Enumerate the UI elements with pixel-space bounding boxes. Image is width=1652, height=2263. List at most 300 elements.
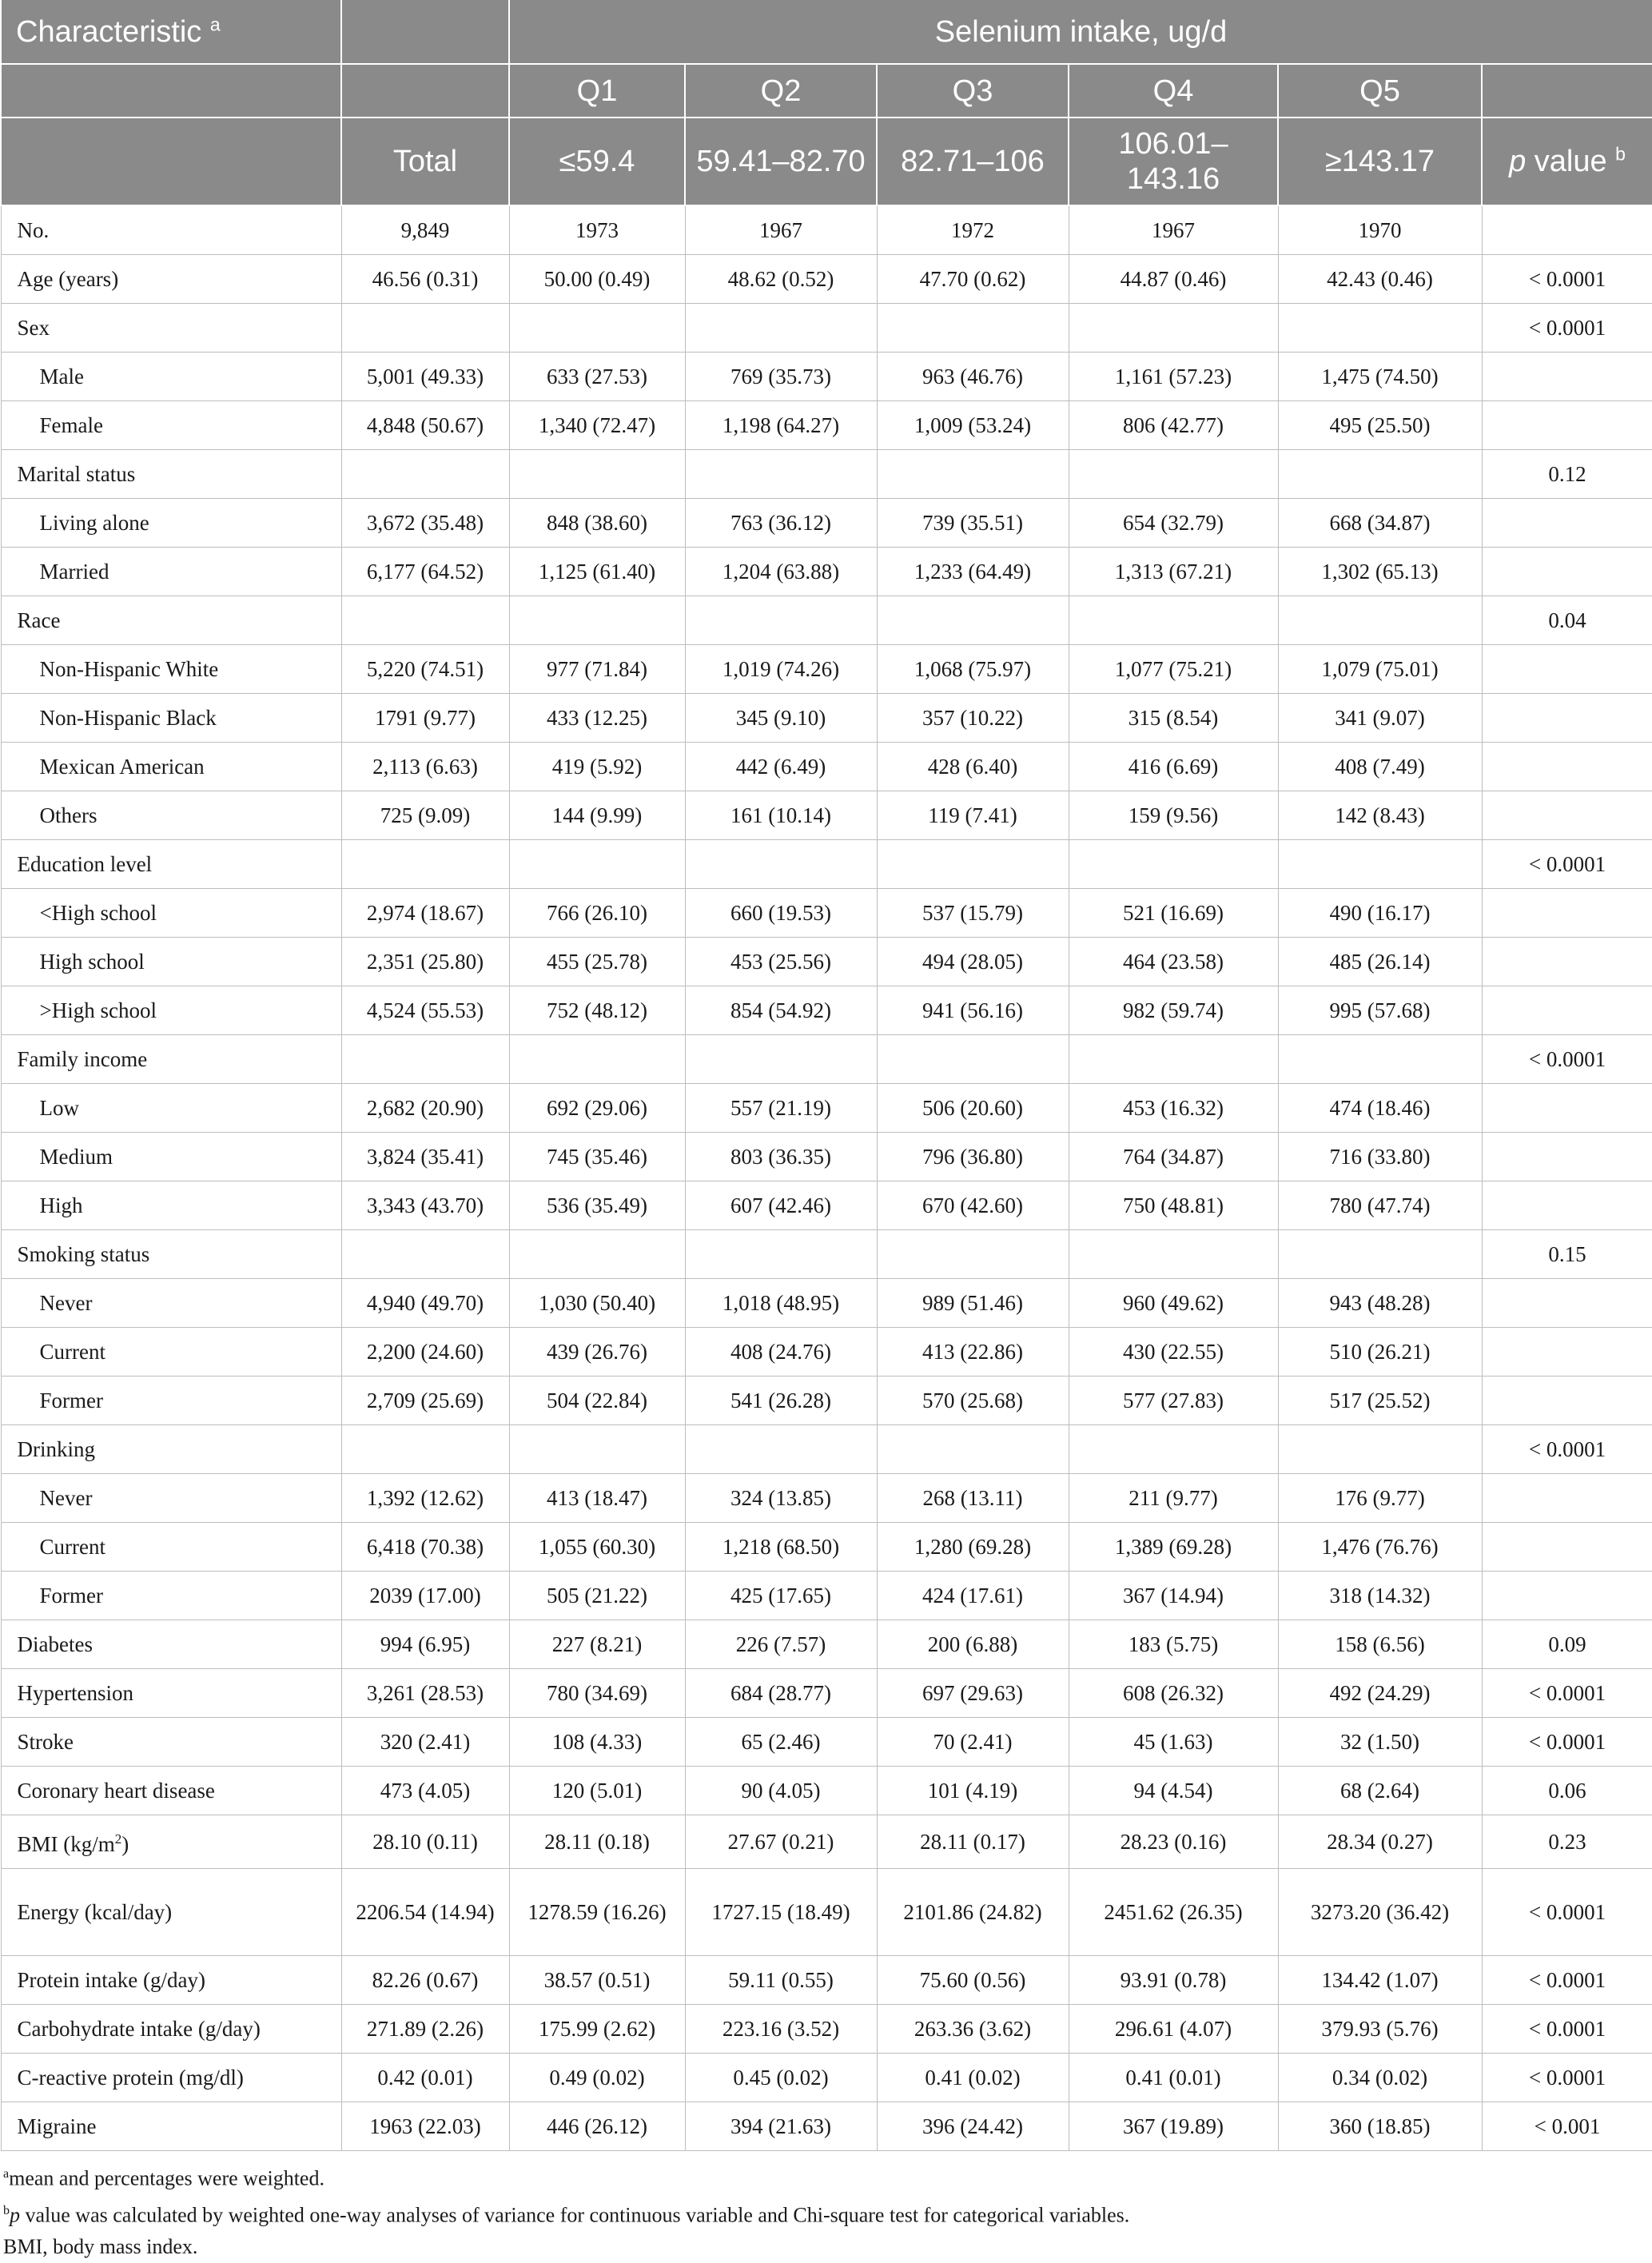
cell-q5: [1278, 450, 1482, 499]
row-label: High school: [1, 938, 341, 986]
cell-q2: 541 (26.28): [685, 1377, 877, 1425]
cell-q5: 716 (33.80): [1278, 1133, 1482, 1181]
cell-q5: 1,476 (76.76): [1278, 1523, 1482, 1572]
table-row: [1, 1328, 1652, 1377]
cell-q4: 654 (32.79): [1069, 499, 1278, 548]
cell-p-value: [1482, 1181, 1652, 1230]
cell-q3: 0.41 (0.02): [877, 2054, 1069, 2102]
quintile-range-q2: 59.41–82.70: [685, 118, 877, 205]
cell-q2: 1,204 (63.88): [685, 548, 877, 596]
cell-q2: [685, 596, 877, 645]
cell-q3: 494 (28.05): [877, 938, 1069, 986]
cell-q5: 780 (47.74): [1278, 1181, 1482, 1230]
cell-q2: [685, 304, 877, 353]
cell-total: 28.10 (0.11): [341, 1815, 509, 1869]
cell-q1: [509, 840, 685, 889]
cell-q4: 577 (27.83): [1069, 1377, 1278, 1425]
cell-q5: 68 (2.64): [1278, 1767, 1482, 1815]
cell-total: 46.56 (0.31): [341, 255, 509, 304]
cell-total: 2,709 (25.69): [341, 1377, 509, 1425]
cell-q2: 161 (10.14): [685, 791, 877, 840]
cell-q3: 1,009 (53.24): [877, 401, 1069, 450]
cell-q4: 1,389 (69.28): [1069, 1523, 1278, 1572]
table-row: [1, 596, 1652, 645]
cell-q3: 506 (20.60): [877, 1084, 1069, 1133]
p-value-header: p value $^b$: [1482, 118, 1652, 205]
cell-q2: 1,218 (68.50): [685, 1523, 877, 1572]
cell-total: 4,524 (55.53): [341, 986, 509, 1035]
cell-p-value: [1482, 1084, 1652, 1133]
cell-q4: 0.41 (0.01): [1069, 2054, 1278, 2102]
cell-p-value: < 0.0001: [1482, 255, 1652, 304]
cell-p-value: 0.04: [1482, 596, 1652, 645]
cell-q2: 1967: [685, 205, 877, 255]
table-row: [1, 694, 1652, 743]
cell-q3: 47.70 (0.62): [877, 255, 1069, 304]
cell-q1: 419 (5.92): [509, 743, 685, 791]
cell-q1: 50.00 (0.49): [509, 255, 685, 304]
cell-p-value: [1482, 401, 1652, 450]
cell-total: [341, 304, 509, 353]
cell-p-value: 0.06: [1482, 1767, 1652, 1815]
cell-q3: 396 (24.42): [877, 2102, 1069, 2151]
cell-q2: 1,198 (64.27): [685, 401, 877, 450]
cell-q1: 413 (18.47): [509, 1474, 685, 1523]
cell-q4: 183 (5.75): [1069, 1620, 1278, 1669]
cell-total: 320 (2.41): [341, 1718, 509, 1767]
cell-q3: 263.36 (3.62): [877, 2005, 1069, 2054]
cell-q1: 505 (21.22): [509, 1572, 685, 1620]
cell-q1: [509, 1035, 685, 1084]
cell-q4: [1069, 1230, 1278, 1279]
cell-p-value: [1482, 986, 1652, 1035]
cell-q4: [1069, 1425, 1278, 1474]
cell-q1: 1,125 (61.40): [509, 548, 685, 596]
cell-q4: 430 (22.55): [1069, 1328, 1278, 1377]
cell-p-value: 0.15: [1482, 1230, 1652, 1279]
cell-q2: 1727.15 (18.49): [685, 1869, 877, 1956]
row-label: <High school: [1, 889, 341, 938]
cell-q2: 769 (35.73): [685, 353, 877, 401]
cell-q5: [1278, 1425, 1482, 1474]
cell-q2: 660 (19.53): [685, 889, 877, 938]
cell-p-value: < 0.0001: [1482, 304, 1652, 353]
cell-q3: 1972: [877, 205, 1069, 255]
cell-q1: 38.57 (0.51): [509, 1956, 685, 2005]
table-row: [1, 353, 1652, 401]
cell-p-value: < 0.0001: [1482, 1869, 1652, 1956]
table-row: [1, 938, 1652, 986]
cell-q2: 803 (36.35): [685, 1133, 877, 1181]
row-label: Energy (kcal/day): [1, 1869, 341, 1956]
cell-q4: 367 (19.89): [1069, 2102, 1278, 2151]
row-label: Race: [1, 596, 341, 645]
cell-p-value: < 0.0001: [1482, 840, 1652, 889]
cell-p-value: [1482, 1279, 1652, 1328]
table-row: [1, 1956, 1652, 2005]
table-row: [1, 548, 1652, 596]
cell-total: 2,113 (6.63): [341, 743, 509, 791]
row-label: Never: [1, 1279, 341, 1328]
cell-total: 6,418 (70.38): [341, 1523, 509, 1572]
table-row: [1, 499, 1652, 548]
table-row: [1, 2102, 1652, 2151]
cell-total: [341, 450, 509, 499]
footnote-abbreviations: BMI, body mass index.: [3, 2235, 198, 2259]
cell-q1: 745 (35.46): [509, 1133, 685, 1181]
cell-q3: [877, 840, 1069, 889]
row-label: Female: [1, 401, 341, 450]
cell-q4: 28.23 (0.16): [1069, 1815, 1278, 1869]
cell-q2: 854 (54.92): [685, 986, 877, 1035]
row-label: Hypertension: [1, 1669, 341, 1718]
cell-total: 3,824 (35.41): [341, 1133, 509, 1181]
cell-q3: 941 (56.16): [877, 986, 1069, 1035]
cell-q2: 763 (36.12): [685, 499, 877, 548]
cell-q5: 28.34 (0.27): [1278, 1815, 1482, 1869]
cell-q5: 1,302 (65.13): [1278, 548, 1482, 596]
cell-q4: [1069, 450, 1278, 499]
cell-q4: 1,077 (75.21): [1069, 645, 1278, 694]
cell-q5: [1278, 840, 1482, 889]
cell-p-value: < 0.0001: [1482, 2005, 1652, 2054]
cell-q3: 70 (2.41): [877, 1718, 1069, 1767]
cell-q4: [1069, 596, 1278, 645]
cell-q1: 692 (29.06): [509, 1084, 685, 1133]
cell-total: 2,200 (24.60): [341, 1328, 509, 1377]
table-row: [1, 645, 1652, 694]
cell-q4: [1069, 304, 1278, 353]
cell-q4: 806 (42.77): [1069, 401, 1278, 450]
cell-p-value: [1482, 1133, 1652, 1181]
cell-total: 725 (9.09): [341, 791, 509, 840]
row-label: Family income: [1, 1035, 341, 1084]
cell-total: 3,261 (28.53): [341, 1669, 509, 1718]
cell-q4: 1967: [1069, 205, 1278, 255]
cell-total: 3,672 (35.48): [341, 499, 509, 548]
cell-q1: 108 (4.33): [509, 1718, 685, 1767]
cell-p-value: 0.23: [1482, 1815, 1652, 1869]
cell-q5: 0.34 (0.02): [1278, 2054, 1482, 2102]
row-label: Others: [1, 791, 341, 840]
cell-q5: 360 (18.85): [1278, 2102, 1482, 2151]
cell-q3: 424 (17.61): [877, 1572, 1069, 1620]
row-label: >High school: [1, 986, 341, 1035]
cell-q5: [1278, 1230, 1482, 1279]
table-row: [1, 2005, 1652, 2054]
cell-q1: [509, 596, 685, 645]
cell-q1: 0.49 (0.02): [509, 2054, 685, 2102]
table-row: [1, 1620, 1652, 1669]
row-label: Former: [1, 1572, 341, 1620]
cell-q1: 1973: [509, 205, 685, 255]
cell-q1: [509, 304, 685, 353]
table-row: [1, 840, 1652, 889]
cell-q3: [877, 1230, 1069, 1279]
table-row: [1, 791, 1652, 840]
cell-q2: [685, 840, 877, 889]
footnote-b: $^b$p value was calculated by weighted one-way analyses of variance for continuous variable and Chi-square test for categorical variables.: [3, 2203, 1130, 2227]
row-label: Medium: [1, 1133, 341, 1181]
cell-q1: 1,055 (60.30): [509, 1523, 685, 1572]
table-row: [1, 304, 1652, 353]
cell-p-value: < 0.0001: [1482, 1718, 1652, 1767]
cell-q1: [509, 450, 685, 499]
cell-q3: 428 (6.40): [877, 743, 1069, 791]
row-label: Diabetes: [1, 1620, 341, 1669]
cell-total: 82.26 (0.67): [341, 1956, 509, 2005]
cell-q5: 408 (7.49): [1278, 743, 1482, 791]
cell-q3: 200 (6.88): [877, 1620, 1069, 1669]
cell-q4: 464 (23.58): [1069, 938, 1278, 986]
cell-q5: [1278, 1035, 1482, 1084]
cell-q4: [1069, 1035, 1278, 1084]
table-row: [1, 450, 1652, 499]
table-row: [1, 1230, 1652, 1279]
cell-p-value: [1482, 791, 1652, 840]
cell-q2: 453 (25.56): [685, 938, 877, 986]
cell-total: [341, 596, 509, 645]
cell-q2: 90 (4.05): [685, 1767, 877, 1815]
cell-q4: 1,313 (67.21): [1069, 548, 1278, 596]
cell-q3: 670 (42.60): [877, 1181, 1069, 1230]
cell-q5: 158 (6.56): [1278, 1620, 1482, 1669]
cell-q4: 44.87 (0.46): [1069, 255, 1278, 304]
cell-q3: 2101.86 (24.82): [877, 1869, 1069, 1956]
cell-q1: 455 (25.78): [509, 938, 685, 986]
cell-p-value: < 0.0001: [1482, 1035, 1652, 1084]
cell-q5: 42.43 (0.46): [1278, 255, 1482, 304]
quintile-header-q2: Q2: [685, 64, 877, 118]
quintile-range-q3: 82.71–106: [877, 118, 1069, 205]
cell-p-value: [1482, 1377, 1652, 1425]
cell-q3: 413 (22.86): [877, 1328, 1069, 1377]
row-label: Non-Hispanic White: [1, 645, 341, 694]
cell-q4: 211 (9.77): [1069, 1474, 1278, 1523]
row-label: Current: [1, 1328, 341, 1377]
cell-total: [341, 1230, 509, 1279]
cell-q3: 796 (36.80): [877, 1133, 1069, 1181]
cell-total: 2,682 (20.90): [341, 1084, 509, 1133]
cell-q2: 48.62 (0.52): [685, 255, 877, 304]
cell-total: 473 (4.05): [341, 1767, 509, 1815]
cell-q5: [1278, 596, 1482, 645]
table-header: [1, 0, 1652, 205]
cell-q1: 433 (12.25): [509, 694, 685, 743]
cell-p-value: [1482, 205, 1652, 255]
cell-q3: 1,068 (75.97): [877, 645, 1069, 694]
selenium-intake-header: Selenium intake, ug/d: [509, 0, 1652, 64]
cell-q3: 537 (15.79): [877, 889, 1069, 938]
cell-q1: [509, 1230, 685, 1279]
cell-q2: 59.11 (0.55): [685, 1956, 877, 2005]
cell-total: 1791 (9.77): [341, 694, 509, 743]
cell-q1: 227 (8.21): [509, 1620, 685, 1669]
cell-q4: 750 (48.81): [1069, 1181, 1278, 1230]
cell-p-value: [1482, 694, 1652, 743]
row-label: Living alone: [1, 499, 341, 548]
table-row: [1, 1718, 1652, 1767]
cell-q5: 379.93 (5.76): [1278, 2005, 1482, 2054]
cell-p-value: [1482, 938, 1652, 986]
row-label: Coronary heart disease: [1, 1767, 341, 1815]
cell-total: 6,177 (64.52): [341, 548, 509, 596]
cell-q2: 226 (7.57): [685, 1620, 877, 1669]
cell-q2: 1,018 (48.95): [685, 1279, 877, 1328]
cell-q5: 134.42 (1.07): [1278, 1956, 1482, 2005]
characteristic-header: Characteristic $^a$: [1, 0, 341, 64]
table-row: [1, 1425, 1652, 1474]
cell-q3: 1,233 (64.49): [877, 548, 1069, 596]
cell-p-value: [1482, 743, 1652, 791]
cell-q3: 1,280 (69.28): [877, 1523, 1069, 1572]
cell-total: 2039 (17.00): [341, 1572, 509, 1620]
cell-total: 9,849: [341, 205, 509, 255]
cell-q4: 45 (1.63): [1069, 1718, 1278, 1767]
cell-q2: 223.16 (3.52): [685, 2005, 877, 2054]
row-label: BMI $(kg/m^2)$: [1, 1815, 341, 1869]
cell-p-value: 0.09: [1482, 1620, 1652, 1669]
cell-q5: 341 (9.07): [1278, 694, 1482, 743]
cell-q3: 28.11 (0.17): [877, 1815, 1069, 1869]
table-row: [1, 205, 1652, 255]
cell-q3: 989 (51.46): [877, 1279, 1069, 1328]
cell-q5: 492 (24.29): [1278, 1669, 1482, 1718]
row-label: No.: [1, 205, 341, 255]
cell-q4: 94 (4.54): [1069, 1767, 1278, 1815]
table-footnotes: [0, 2158, 1652, 2263]
cell-q2: 0.45 (0.02): [685, 2054, 877, 2102]
row-label: Carbohydrate intake (g/day): [1, 2005, 341, 2054]
footnote-a: $^a$mean and percentages were weighted.: [3, 2166, 324, 2190]
table-row: [1, 1669, 1652, 1718]
cell-q2: [685, 450, 877, 499]
row-label: Sex: [1, 304, 341, 353]
cell-q3: [877, 1035, 1069, 1084]
cell-q4: 2451.62 (26.35): [1069, 1869, 1278, 1956]
table-row: [1, 1181, 1652, 1230]
cell-q1: 1,340 (72.47): [509, 401, 685, 450]
cell-q4: 453 (16.32): [1069, 1084, 1278, 1133]
cell-q4: 982 (59.74): [1069, 986, 1278, 1035]
row-label: C-reactive protein (mg/dl): [1, 2054, 341, 2102]
cell-q5: 490 (16.17): [1278, 889, 1482, 938]
cell-total: 3,343 (43.70): [341, 1181, 509, 1230]
table-row: [1, 889, 1652, 938]
cell-p-value: [1482, 1523, 1652, 1572]
quintile-range-q1: ≤59.4: [509, 118, 685, 205]
cell-q2: 557 (21.19): [685, 1084, 877, 1133]
cell-q5: 1,079 (75.01): [1278, 645, 1482, 694]
cell-q1: 536 (35.49): [509, 1181, 685, 1230]
cell-q1: 752 (48.12): [509, 986, 685, 1035]
cell-total: [341, 1035, 509, 1084]
cell-q3: 268 (13.11): [877, 1474, 1069, 1523]
table-row: [1, 255, 1652, 304]
total-header: Total: [341, 118, 509, 205]
cell-p-value: [1482, 1474, 1652, 1523]
cell-total: 2,351 (25.80): [341, 938, 509, 986]
cell-q3: 119 (7.41): [877, 791, 1069, 840]
cell-p-value: [1482, 548, 1652, 596]
cell-total: 1963 (22.03): [341, 2102, 509, 2151]
row-label: High: [1, 1181, 341, 1230]
table-row: [1, 1377, 1652, 1425]
quintile-header-q1: Q1: [509, 64, 685, 118]
cell-q3: [877, 1425, 1069, 1474]
quintile-header-q4: Q4: [1069, 64, 1278, 118]
row-label: Never: [1, 1474, 341, 1523]
cell-p-value: < 0.0001: [1482, 1425, 1652, 1474]
cell-q2: 65 (2.46): [685, 1718, 877, 1767]
cell-q4: [1069, 840, 1278, 889]
cell-total: 2,974 (18.67): [341, 889, 509, 938]
cell-p-value: [1482, 353, 1652, 401]
cell-q3: [877, 304, 1069, 353]
cell-q1: 439 (26.76): [509, 1328, 685, 1377]
cell-q2: 408 (24.76): [685, 1328, 877, 1377]
cell-q4: 1,161 (57.23): [1069, 353, 1278, 401]
cell-total: 2206.54 (14.94): [341, 1869, 509, 1956]
table-body: [1, 205, 1652, 2151]
row-label: Smoking status: [1, 1230, 341, 1279]
row-label: Former: [1, 1377, 341, 1425]
cell-q4: 416 (6.69): [1069, 743, 1278, 791]
table-row: [1, 1474, 1652, 1523]
cell-q2: 27.67 (0.21): [685, 1815, 877, 1869]
row-label: Current: [1, 1523, 341, 1572]
cell-total: 4,940 (49.70): [341, 1279, 509, 1328]
cell-q2: [685, 1035, 877, 1084]
quintile-header-q3: Q3: [877, 64, 1069, 118]
table-row: [1, 2054, 1652, 2102]
cell-q1: 446 (26.12): [509, 2102, 685, 2151]
table-row: [1, 401, 1652, 450]
cell-q5: 995 (57.68): [1278, 986, 1482, 1035]
table-row: [1, 1572, 1652, 1620]
cell-p-value: [1482, 1572, 1652, 1620]
table-row: [1, 1767, 1652, 1815]
row-label: Male: [1, 353, 341, 401]
cell-q5: 668 (34.87): [1278, 499, 1482, 548]
cell-q3: 101 (4.19): [877, 1767, 1069, 1815]
row-label: Low: [1, 1084, 341, 1133]
table-row: [1, 743, 1652, 791]
cell-total: [341, 840, 509, 889]
cell-p-value: [1482, 889, 1652, 938]
cell-q2: 324 (13.85): [685, 1474, 877, 1523]
cell-q4: 608 (26.32): [1069, 1669, 1278, 1718]
cell-q2: [685, 1425, 877, 1474]
cell-q4: 159 (9.56): [1069, 791, 1278, 840]
cell-q5: 474 (18.46): [1278, 1084, 1482, 1133]
cell-p-value: [1482, 1328, 1652, 1377]
cell-q5: 318 (14.32): [1278, 1572, 1482, 1620]
table-row: [1, 1133, 1652, 1181]
cell-q4: 296.61 (4.07): [1069, 2005, 1278, 2054]
cell-q3: 697 (29.63): [877, 1669, 1069, 1718]
cell-q1: 780 (34.69): [509, 1669, 685, 1718]
row-label: Non-Hispanic Black: [1, 694, 341, 743]
cell-q4: 764 (34.87): [1069, 1133, 1278, 1181]
table-row: [1, 1815, 1652, 1869]
quintile-range-q4: 106.01–143.16: [1069, 118, 1278, 205]
cell-q3: 739 (35.51): [877, 499, 1069, 548]
cell-q1: [509, 1425, 685, 1474]
row-label: Marital status: [1, 450, 341, 499]
blank-header: [1, 118, 341, 205]
row-label: Mexican American: [1, 743, 341, 791]
